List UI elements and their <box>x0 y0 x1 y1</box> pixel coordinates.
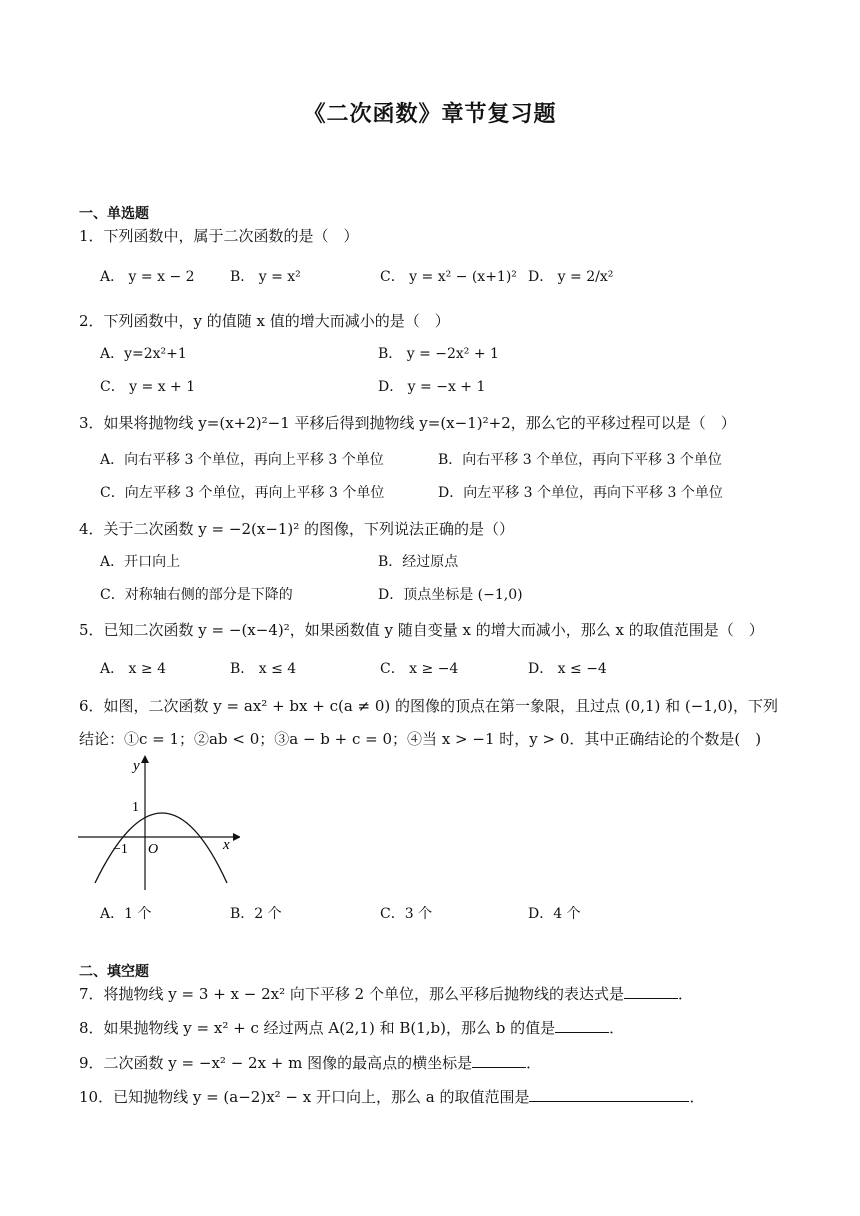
question-7 <box>79 984 693 1004</box>
page-title: 《二次函数》章节复习题 <box>303 101 557 127</box>
x-intercept-label: −1 <box>113 842 128 857</box>
question-10-end: ． <box>689 1088 705 1106</box>
question-7-text: 7．将抛物线 y = 3 + x − 2x² 向下平移 2 个单位，那么平移后抛物线的表达式是 <box>79 985 624 1003</box>
question-8 <box>79 1018 624 1038</box>
y-axis-arrow <box>141 755 149 763</box>
y-axis-label: y <box>133 758 140 774</box>
question-6-option-a: A．1 个 <box>100 906 152 922</box>
question-9 <box>79 1053 541 1073</box>
question-1-option-c: C． y = x² − (x+1)² <box>380 269 517 285</box>
question-1-stem: 1．下列函数中，属于二次函数的是（ ） <box>79 227 359 245</box>
origin-label: O <box>148 842 159 857</box>
x-axis-label: x <box>223 837 230 853</box>
parabola-graph <box>75 755 240 895</box>
question-2-option-b: B． y = −2x² + 1 <box>378 346 499 362</box>
question-10 <box>79 1087 705 1107</box>
question-3-option-a: A．向右平移 3 个单位，再向上平移 3 个单位 <box>100 452 384 468</box>
question-9-end: ． <box>526 1054 542 1072</box>
question-3-option-b: B．向右平移 3 个单位，再向下平移 3 个单位 <box>438 452 722 468</box>
question-1-option-b: B． y = x² <box>230 269 301 285</box>
question-2-stem: 2．下列函数中，y 的值随 x 值的增大而减小的是（ ） <box>79 312 450 330</box>
answer-blank[interactable] <box>472 1053 526 1068</box>
question-1-option-a: A． y = x − 2 <box>100 269 195 285</box>
question-4-option-c: C．对称轴右侧的部分是下降的 <box>100 587 293 603</box>
question-2-option-d: D． y = −x + 1 <box>378 379 486 395</box>
question-2-option-c: C． y = x + 1 <box>100 379 196 395</box>
question-6-option-d: D．4 个 <box>528 906 581 922</box>
section-heading-fill-blank: 二、填空题 <box>79 964 149 980</box>
question-4-option-b: B．经过原点 <box>378 554 459 570</box>
question-5-option-b: B． x ≤ 4 <box>230 661 297 677</box>
x-axis-arrow <box>233 833 240 841</box>
question-10-text: 10．已知抛物线 y = (a−2)x² − x 开口向上，那么 a 的取值范围是 <box>79 1088 530 1106</box>
question-8-end: ． <box>609 1019 625 1037</box>
answer-blank[interactable] <box>555 1018 609 1033</box>
question-4-option-a: A．开口向上 <box>100 554 181 570</box>
question-9-text: 9．二次函数 y = −x² − 2x + m 图像的最高点的横坐标是 <box>79 1054 473 1072</box>
question-3-option-c: C．向左平移 3 个单位，再向上平移 3 个单位 <box>100 485 385 501</box>
question-5-stem: 5．已知二次函数 y = −(x−4)²，如果函数值 y 随自变量 x 的增大而减小，那么 x 的取值范围是（ ） <box>79 621 764 639</box>
question-5-option-c: C． x ≥ −4 <box>380 661 459 677</box>
question-4-option-d: D．顶点坐标是 (−1,0) <box>378 587 523 603</box>
question-1-option-d: D． y = 2/x² <box>528 269 614 285</box>
question-7-end: ． <box>677 985 693 1003</box>
question-3-stem: 3．如果将抛物线 y=(x+2)²−1 平移后得到抛物线 y=(x−1)²+2，那么它的平移过程可以是（ ） <box>79 414 736 432</box>
question-8-text: 8．如果抛物线 y = x² + c 经过两点 A(2,1) 和 B(1,b)，那么 b 的值是 <box>79 1019 556 1037</box>
section-heading-single-choice: 一、单选题 <box>79 206 149 222</box>
question-5-option-d: D． x ≤ −4 <box>528 661 607 677</box>
question-2-option-a: A．y=2x²+1 <box>100 346 187 362</box>
y-intercept-label: 1 <box>132 800 139 815</box>
answer-blank[interactable] <box>624 984 678 999</box>
question-4-stem: 4．关于二次函数 y = −2(x−1)² 的图像，下列说法正确的是（） <box>79 520 515 538</box>
question-6-option-c: C．3 个 <box>380 906 433 922</box>
question-3-option-d: D．向左平移 3 个单位，再向下平移 3 个单位 <box>438 485 723 501</box>
question-6-stem-line-2: 结论：①c = 1；②ab < 0；③a − b + c = 0；④当 x > −1 时，y > 0．其中正确结论的个数是( ) <box>79 730 762 748</box>
question-5-option-a: A． x ≥ 4 <box>100 661 166 677</box>
question-6-option-b: B．2 个 <box>230 906 282 922</box>
question-6-stem-line-1: 6．如图，二次函数 y = ax² + bx + c(a ≠ 0) 的图像的顶点在第一象限，且过点 (0,1) 和 (−1,0)，下列 <box>79 697 779 715</box>
answer-blank[interactable] <box>529 1087 689 1102</box>
